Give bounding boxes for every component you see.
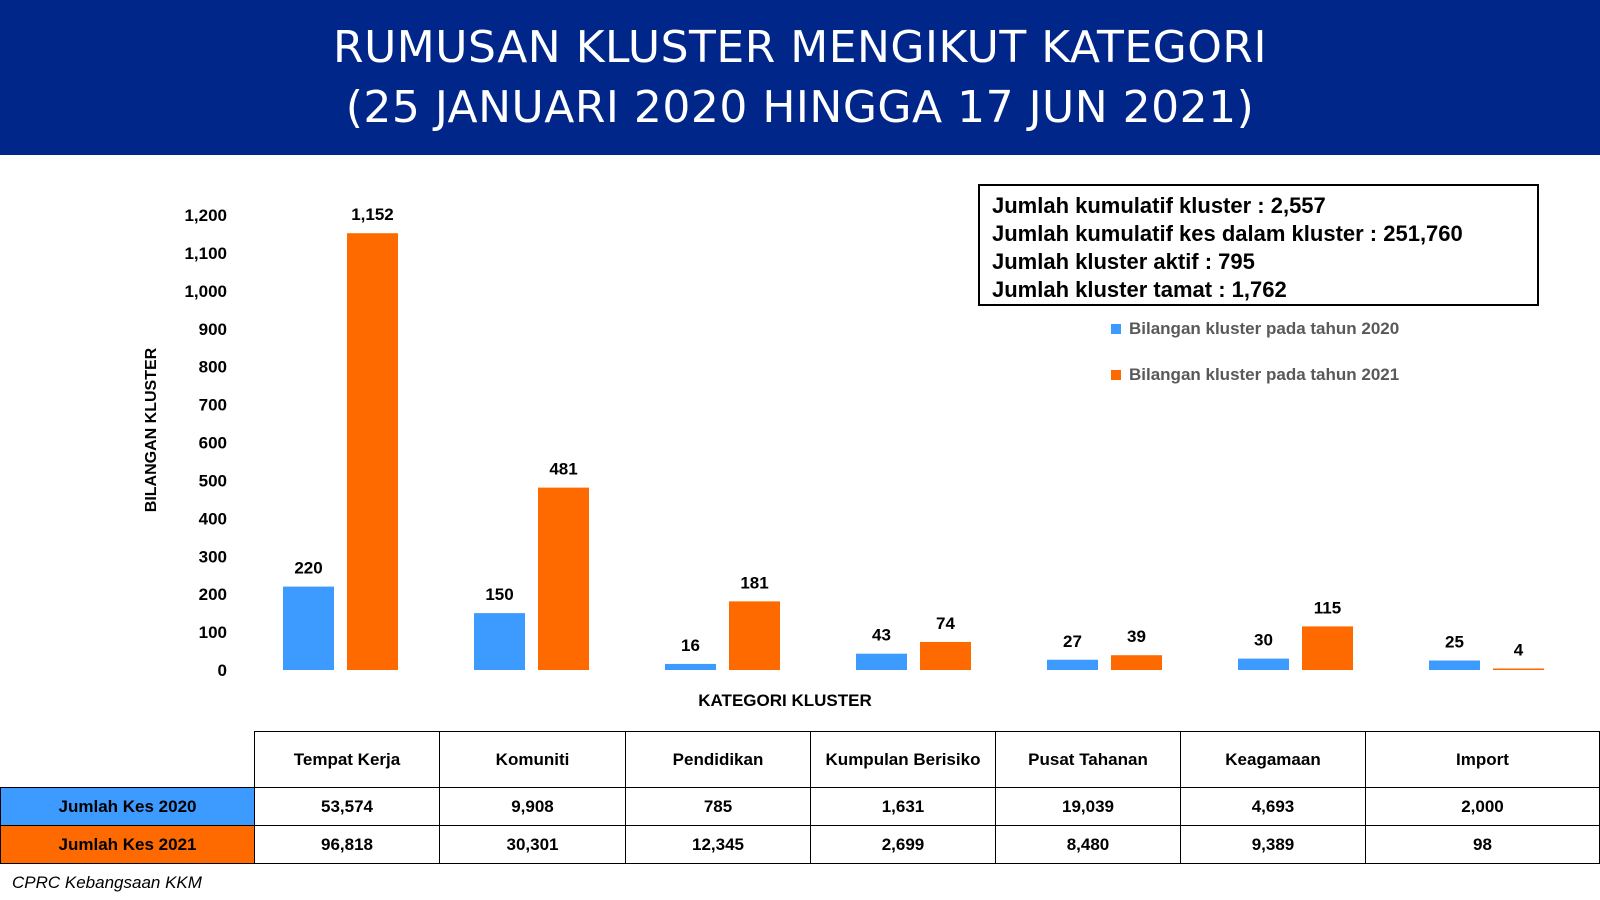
y-tick-label: 1,000 — [184, 281, 227, 301]
bar-value-label: 181 — [740, 573, 769, 593]
bar-2021 — [1493, 668, 1544, 670]
title-banner — [0, 0, 1600, 155]
table-cell: 30,301 — [440, 826, 626, 864]
y-tick-label: 600 — [198, 433, 227, 453]
bar-value-label: 39 — [1127, 627, 1146, 647]
summary-ended-clusters: Jumlah kluster tamat : 1,762 — [992, 277, 1287, 302]
bar-2020 — [1429, 661, 1480, 670]
bar-value-label: 30 — [1254, 630, 1273, 650]
bar-2020 — [665, 664, 716, 670]
table-header-cell: Komuniti — [440, 732, 626, 788]
table-header-cell: Keagamaan — [1181, 732, 1366, 788]
summary-total-clusters: Jumlah kumulatif kluster : 2,557 — [992, 193, 1326, 218]
row-label-2020: Jumlah Kes 2020 — [1, 788, 255, 826]
legend-swatch-2021 — [1111, 370, 1121, 380]
bar-value-label: 220 — [294, 558, 323, 578]
table-cell: 53,574 — [255, 788, 440, 826]
table-cell: 785 — [626, 788, 811, 826]
table-header-cell: Kumpulan Berisiko — [811, 732, 996, 788]
source-note: CPRC Kebangsaan KKM — [12, 873, 202, 892]
summary-total-cases: Jumlah kumulatif kes dalam kluster : 251,760 — [992, 221, 1463, 246]
table-header-cell: Pusat Tahanan — [996, 732, 1181, 788]
cases-table — [0, 731, 1600, 864]
y-tick-label: 700 — [198, 395, 227, 415]
bar-2020 — [1238, 659, 1289, 670]
table-cell: 4,693 — [1181, 788, 1366, 826]
y-tick-label: 300 — [198, 547, 227, 567]
table-header-cell: Tempat Kerja — [255, 732, 440, 788]
table-header-cell: Import — [1366, 732, 1600, 788]
page-title-line-1: RUMUSAN KLUSTER MENGIKUT KATEGORI — [333, 21, 1267, 73]
table-cell: 98 — [1366, 826, 1600, 864]
bar-value-label: 4 — [1513, 640, 1524, 660]
y-tick-label: 500 — [198, 471, 227, 491]
bar-2021 — [538, 488, 589, 670]
table-header-cell: Pendidikan — [626, 732, 811, 788]
table-cell: 9,908 — [440, 788, 626, 826]
bar-value-label: 43 — [872, 625, 891, 645]
page-title-line-2: (25 JANUARI 2020 HINGGA 17 JUN 2021) — [345, 81, 1255, 133]
table-cell: 8,480 — [996, 826, 1181, 864]
bar-value-label: 481 — [549, 459, 578, 479]
table-cell: 1,631 — [811, 788, 996, 826]
table-cell: 2,000 — [1366, 788, 1600, 826]
y-tick-label: 900 — [198, 319, 227, 339]
legend-label-2020: Bilangan kluster pada tahun 2020 — [1129, 319, 1400, 338]
y-axis-title: BILANGAN KLUSTER — [143, 347, 160, 513]
table-cell: 19,039 — [996, 788, 1181, 826]
bar-value-label: 27 — [1063, 631, 1082, 651]
table-corner — [1, 732, 255, 788]
x-axis-title: KATEGORI KLUSTER — [698, 691, 872, 710]
table-row — [1, 826, 1600, 864]
bar-value-label: 1,152 — [351, 205, 394, 225]
legend-item-2021 — [1111, 365, 1399, 385]
summary-active-clusters: Jumlah kluster aktif : 795 — [992, 249, 1255, 274]
table-row — [1, 788, 1600, 826]
bar-value-label: 25 — [1445, 632, 1464, 652]
bar-2020 — [856, 654, 907, 670]
y-tick-label: 200 — [198, 585, 227, 605]
row-label-2021: Jumlah Kes 2021 — [1, 826, 255, 864]
bar-value-label: 115 — [1313, 598, 1342, 618]
bar-value-label: 150 — [485, 585, 514, 605]
y-tick-label: 0 — [217, 661, 227, 680]
bar-2021 — [1302, 626, 1353, 670]
bar-2020 — [1047, 660, 1098, 670]
bar-value-label: 74 — [936, 613, 955, 633]
bar-2020 — [474, 613, 525, 670]
bar-2020 — [283, 587, 334, 670]
bar-2021 — [347, 233, 398, 670]
table-header-row — [1, 732, 1600, 788]
bar-value-label: 16 — [681, 635, 700, 655]
y-tick-label: 400 — [198, 509, 227, 529]
legend-swatch-2020 — [1111, 324, 1121, 334]
y-tick-label: 800 — [198, 357, 227, 377]
table-cell: 9,389 — [1181, 826, 1366, 864]
y-tick-label: 1,200 — [184, 206, 227, 225]
legend-label-2021: Bilangan kluster pada tahun 2021 — [1129, 365, 1400, 384]
table-cell: 12,345 — [626, 826, 811, 864]
y-tick-label: 1,100 — [184, 243, 227, 263]
table-cell: 96,818 — [255, 826, 440, 864]
y-tick-label: 100 — [198, 623, 227, 643]
bar-2021 — [729, 601, 780, 670]
bar-2021 — [920, 642, 971, 670]
table-cell: 2,699 — [811, 826, 996, 864]
summary-box — [978, 184, 1539, 306]
bar-2021 — [1111, 655, 1162, 670]
legend-item-2020 — [1111, 319, 1399, 339]
